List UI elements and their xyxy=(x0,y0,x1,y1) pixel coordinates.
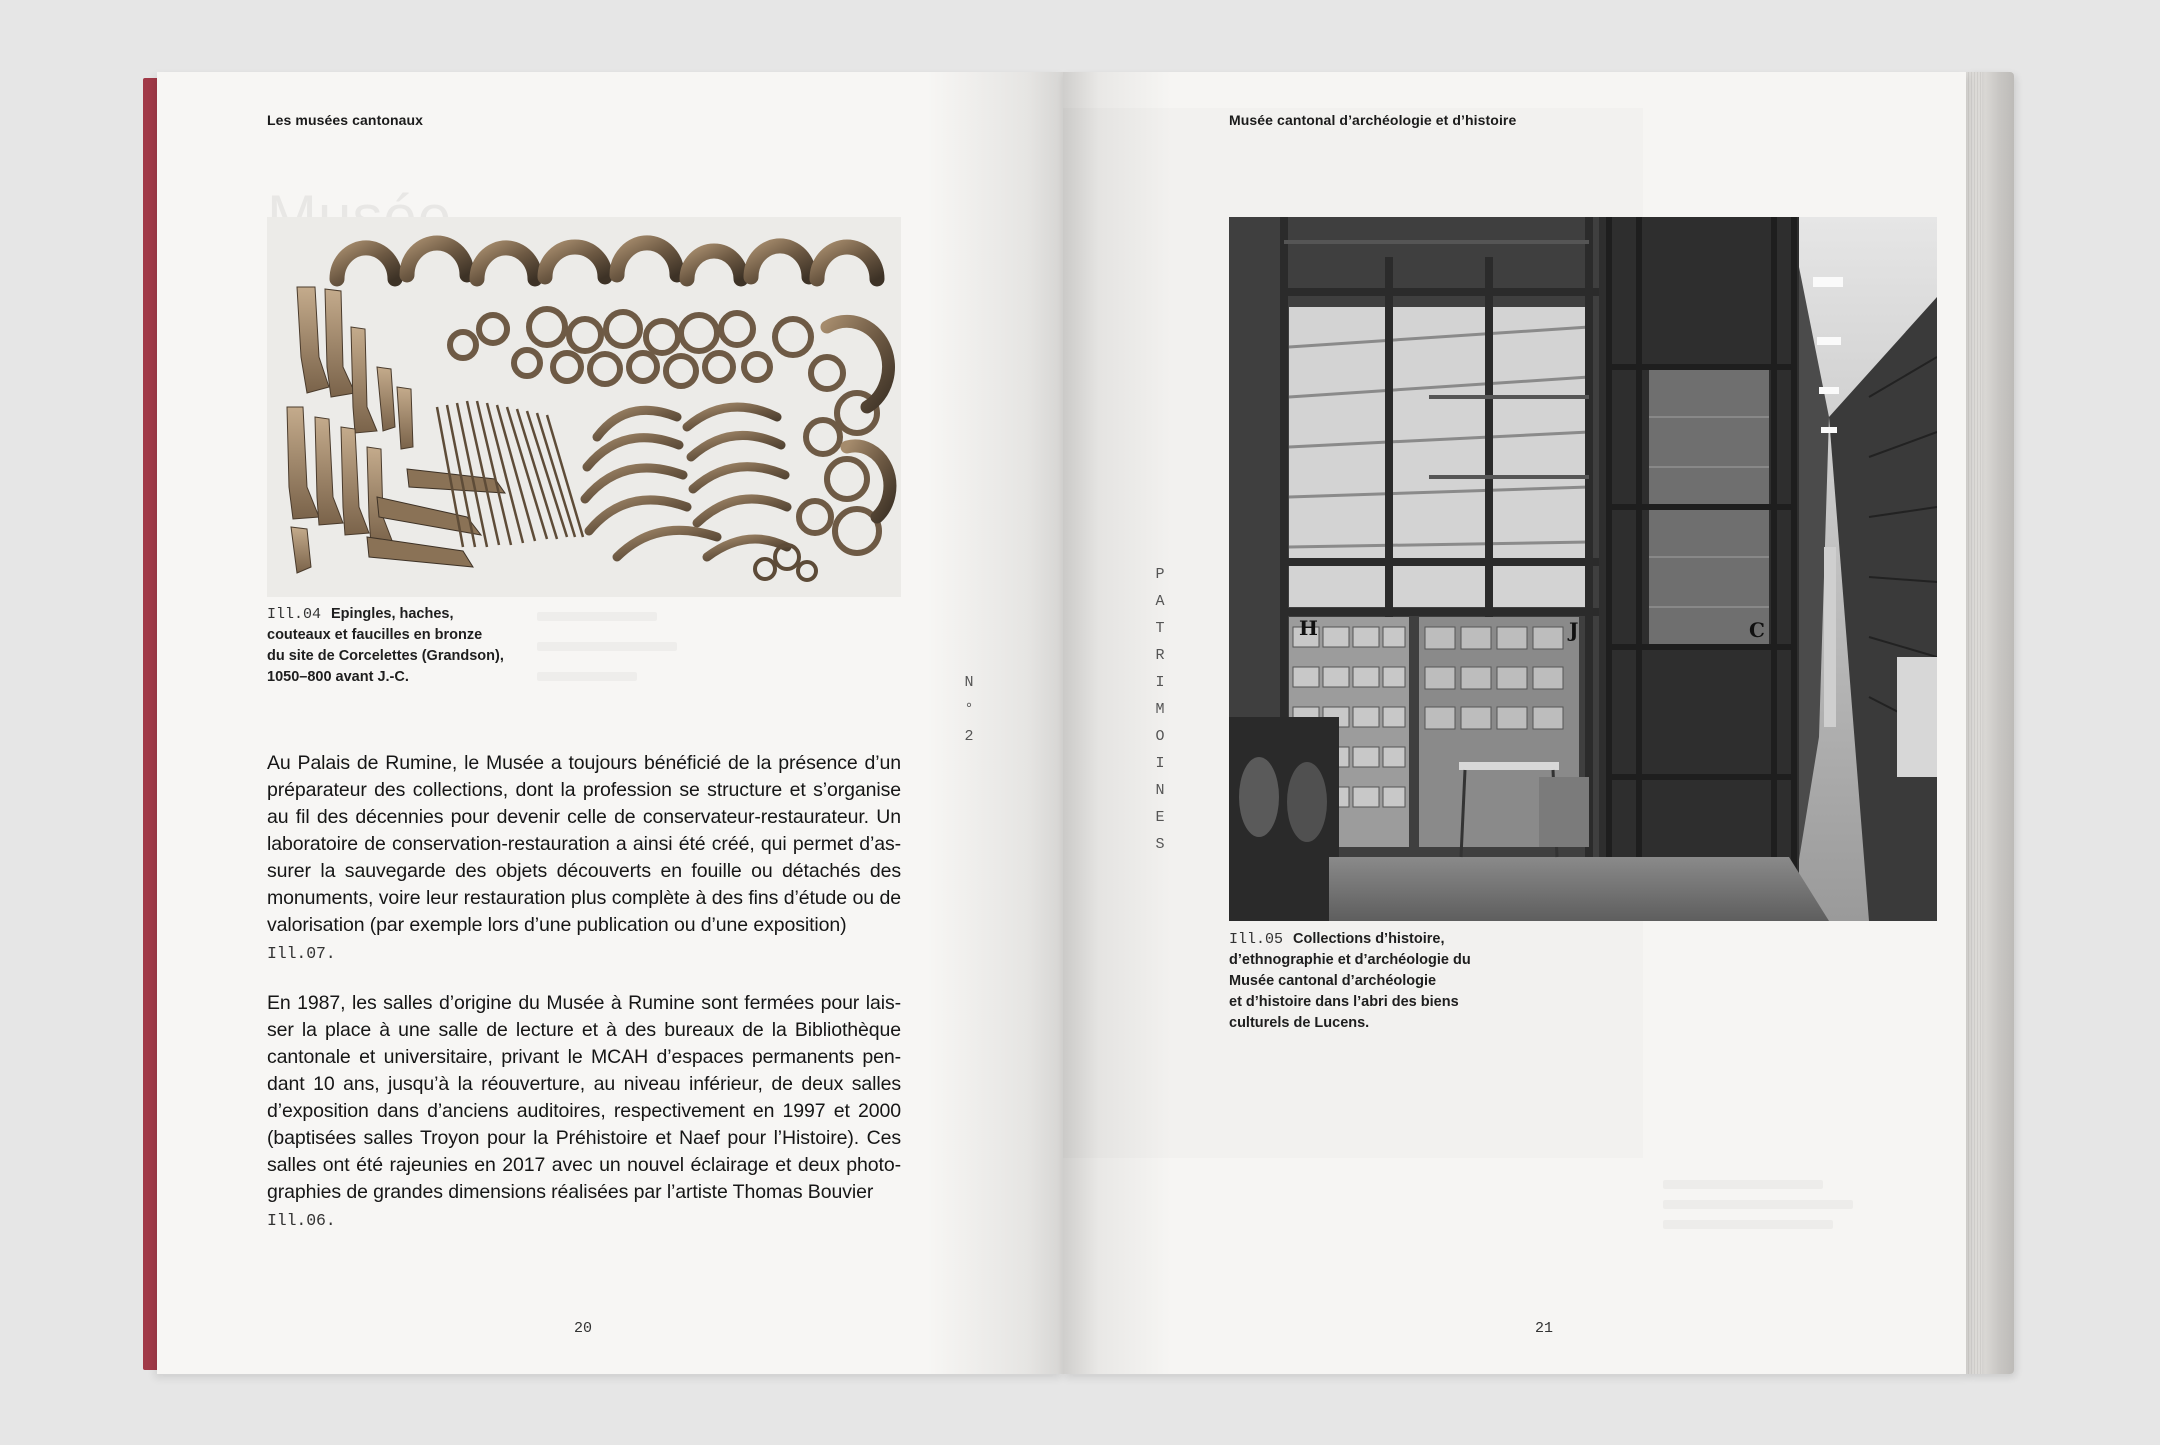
text-line: laboratoire de conservation-restauration a ainsi été créé, qui permet d’as- xyxy=(267,833,901,855)
caption-line: Collections d’histoire, xyxy=(1293,931,1445,947)
caption-line: Musée cantonal d’archéologie xyxy=(1229,973,1437,989)
text-line: surer la sauvegarde des objets découverts en fouille ou détachés des xyxy=(267,860,901,882)
text-line: monuments, voire leur restauration plus complète à des fins d’étude ou xyxy=(267,887,874,909)
right-page xyxy=(1063,72,1966,1374)
text-line: Au Palais de Rumine, le Musée a toujours bénéficié de la présence d’un xyxy=(267,752,901,774)
caption-line: et d’histoire dans l’abri des biens xyxy=(1229,994,1459,1010)
vertical-letter: P xyxy=(1155,566,1165,583)
running-head: Les musées cantonaux xyxy=(267,112,424,128)
text-line: d’exposition dans d’anciens auditoires, respectivement en 1997 et 2000 xyxy=(267,1100,901,1122)
text-line: dant 10 ans, jusqu’à la réouverture, au niveau inférieur, de deux salles xyxy=(267,1073,901,1095)
vertical-letter: O xyxy=(1155,728,1165,745)
figure-number: Ill.05 xyxy=(1229,931,1284,948)
text-line: cantonale et universitaire, privant le MCAH d’espaces permanents pen- xyxy=(267,1046,901,1068)
show-through-line xyxy=(537,612,657,621)
page-block-texture xyxy=(1966,72,1982,1374)
illustration-reference: Ill.07. xyxy=(267,944,336,963)
caption-line: culturels de Lucens. xyxy=(1229,1015,1370,1031)
vertical-letter: A xyxy=(1155,593,1165,610)
vertical-letter: E xyxy=(1155,809,1165,826)
vertical-letter: 2 xyxy=(964,728,974,745)
text-line: En 1987, les salles d’origine du Musée à Rumine sont fermées pour lais- xyxy=(267,992,901,1014)
show-through-line xyxy=(1663,1220,1833,1229)
caption-line: couteaux et faucilles en bronze xyxy=(267,627,483,643)
caption-line: du site de Corcelettes (Grandson), xyxy=(267,648,504,664)
body-paragraph-1 xyxy=(267,750,901,967)
caption-line: d’ethnographie et d’archéologie du xyxy=(1229,952,1471,968)
book-cover-edge xyxy=(143,78,157,1370)
text-line: graphies de grandes dimensions réalisées par l’artiste Thomas Bouvier xyxy=(267,1181,874,1203)
figure-caption-ill04 xyxy=(267,604,547,688)
vertical-letter: I xyxy=(1155,755,1165,772)
vertical-letter: R xyxy=(1155,647,1165,664)
aisle-sign: H xyxy=(1299,616,1318,640)
show-through-line xyxy=(537,672,637,681)
text-line: (baptisées salles Troyon pour la Préhistoire et Naef pour l’Histoire). Ces xyxy=(267,1127,901,1149)
vertical-letter: N xyxy=(1155,782,1165,799)
text-line: au fil des décennies pour devenir celle de conservateur-restaurateur. Un xyxy=(267,806,901,828)
vertical-letter: T xyxy=(1155,620,1165,637)
page-number: 20 xyxy=(574,1320,593,1337)
left-page xyxy=(157,72,1063,1374)
figure-caption-ill05 xyxy=(1229,929,1529,1034)
bronze-objects-photo xyxy=(267,217,901,597)
vertical-letter: I xyxy=(1155,674,1165,691)
vertical-letter: M xyxy=(1155,701,1165,718)
patrimoines-vertical-label xyxy=(1150,561,1170,858)
body-paragraph-2 xyxy=(267,990,901,1234)
show-through-line xyxy=(1663,1180,1823,1189)
text-line: ser la place à une salle de lecture et à des bureaux de la Bibliothèque xyxy=(267,1019,901,1041)
caption-line: 1050–800 avant J.-C. xyxy=(267,669,409,685)
text-line: de valorisation (par exemple lors d’une publication ou d’une exposition) xyxy=(267,887,901,936)
illustration-reference: Ill.06. xyxy=(267,1211,336,1230)
show-through-line xyxy=(537,642,677,651)
aisle-sign: J xyxy=(1569,618,1579,642)
aisle-sign: C xyxy=(1749,618,1765,642)
vertical-letter: N xyxy=(964,674,974,691)
figure-number: Ill.04 xyxy=(267,606,322,623)
text-line: préparateur des collections, dont la profession se structure et s’organise xyxy=(267,779,901,801)
archive-storage-photo xyxy=(1229,217,1937,921)
show-through-line xyxy=(1663,1200,1853,1209)
caption-line: Epingles, haches, xyxy=(331,606,454,622)
running-head: Musée cantonal d’archéologie et d’histoire xyxy=(1229,112,1517,128)
page-number: 21 xyxy=(1535,1320,1554,1337)
vertical-letter: S xyxy=(1155,836,1165,853)
vertical-letter: ° xyxy=(964,701,974,718)
text-line: salles ont été rajeunies en 2017 avec un nouvel éclairage et deux photo- xyxy=(267,1154,901,1176)
issue-number-vertical xyxy=(959,669,979,750)
